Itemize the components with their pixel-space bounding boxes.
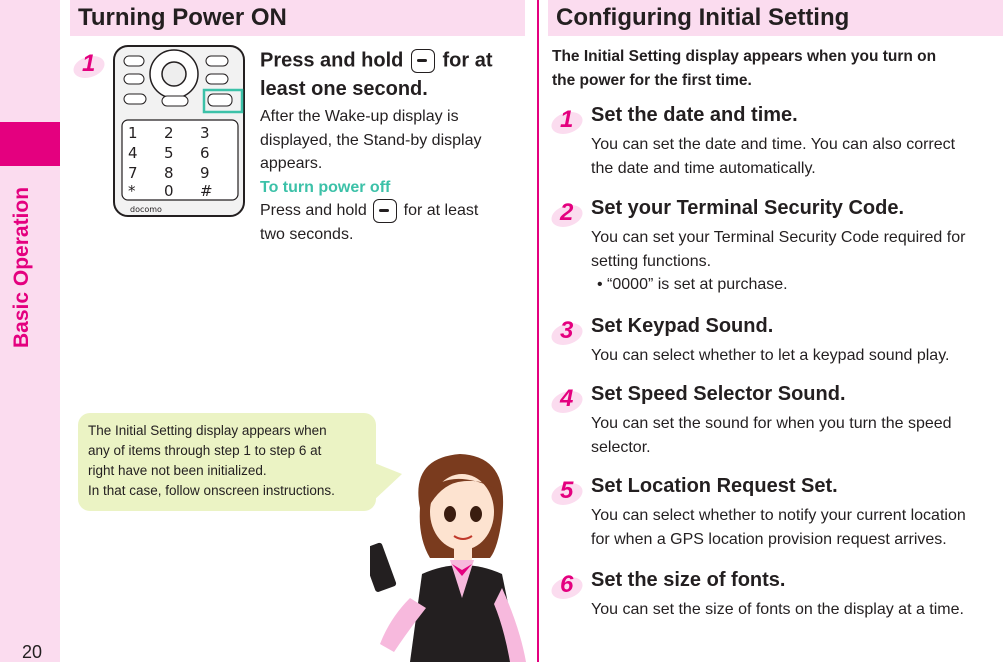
svg-text:7: 7 [128, 164, 138, 182]
info-speech-bubble: The Initial Setting display appears when any of items through step 1 to step 6 at right have not been initialized. In that case, follow onscreen instructions. [78, 413, 376, 511]
step-title-6: Set the size of fonts. [591, 569, 786, 591]
svg-text:9: 9 [200, 164, 210, 182]
side-tab [0, 0, 60, 662]
step-title-3: Set Keypad Sound. [591, 315, 774, 337]
section-label: Basic Operation [10, 186, 33, 348]
step-description-5: You can select whether to notify your current location for when a GPS location provision request arrives. [591, 507, 966, 548]
side-tab-active-marker [0, 122, 60, 166]
end-call-key-icon [411, 49, 435, 73]
left-header-title: Turning Power ON [78, 4, 287, 31]
step-description-1: You can set the date and time. You can also correct the date and time automatically. [591, 136, 956, 177]
svg-text:4: 4 [128, 144, 138, 162]
step-2-note: • “0000” is set at purchase. [597, 276, 788, 293]
step-description-2: You can set your Terminal Security Code required for setting functions. • “0000” is set at purchase. [591, 226, 965, 297]
svg-text:6: 6 [200, 144, 210, 162]
svg-text:0: 0 [164, 182, 174, 200]
step-number-6: 6 [560, 571, 574, 598]
left-step-number: 1 [82, 50, 96, 77]
step-title-4: Set Speed Selector Sound. [591, 383, 846, 405]
right-intro: The Initial Setting display appears when you turn on the power for the first time. [552, 48, 937, 89]
svg-text:2: 2 [164, 124, 174, 142]
step-number-5: 5 [560, 477, 574, 504]
step-title-5: Set Location Request Set. [591, 475, 838, 497]
power-off-subheading: To turn power off [260, 178, 391, 196]
right-section-header [548, 0, 1003, 36]
step-number-2: 2 [560, 199, 574, 226]
step-number-4: 4 [560, 385, 574, 412]
svg-text:1: 1 [128, 124, 138, 142]
step-description-6: You can set the size of fonts on the display at a time. [591, 601, 964, 618]
phone-keypad-illustration [112, 44, 246, 218]
end-call-key-icon [373, 199, 397, 223]
svg-text:#: # [200, 182, 213, 200]
page-number: 20 [22, 642, 43, 662]
step-description-4: You can set the sound for when you turn the speed selector. [591, 415, 952, 456]
guide-woman-illustration [370, 448, 530, 662]
right-header-title: Configuring Initial Setting [556, 4, 850, 31]
step-title-2: Set your Terminal Security Code. [591, 197, 905, 219]
step-title-1: Set the date and time. [591, 104, 798, 126]
svg-text:5: 5 [164, 144, 174, 162]
left-step-description: After the Wake-up display is displayed, the Stand-by display appears. To turn power off Press and hold for at least two seconds. [260, 108, 482, 243]
svg-text:3: 3 [200, 124, 210, 142]
left-section-header [70, 0, 525, 36]
svg-text:*: * [128, 182, 136, 200]
column-divider [537, 0, 539, 662]
step-number-3: 3 [560, 317, 574, 344]
left-step-title-line2: least one second. [260, 78, 428, 100]
step-number-1: 1 [560, 106, 574, 133]
svg-text:8: 8 [164, 164, 174, 182]
step-description-3: You can select whether to let a keypad sound play. [591, 347, 950, 364]
left-step-title: Press and hold for at [260, 49, 493, 72]
svg-text:docomo: docomo [130, 205, 162, 214]
